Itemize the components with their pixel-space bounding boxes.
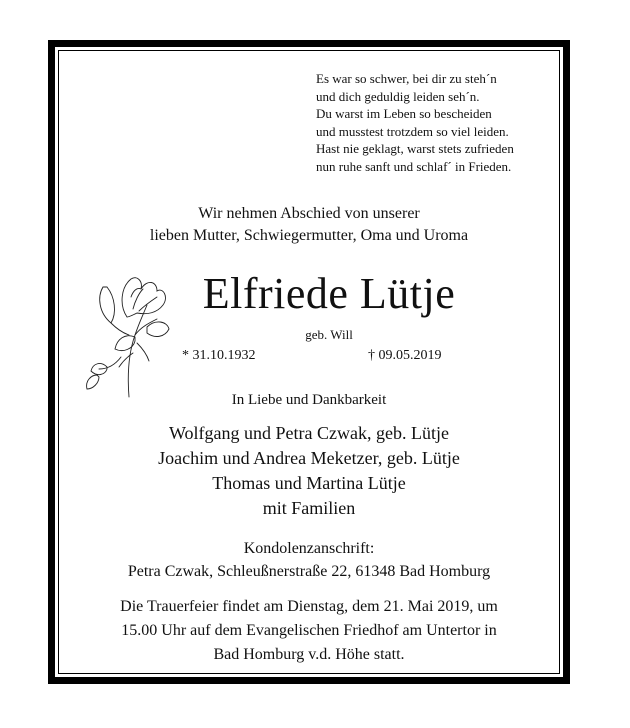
deceased-name: Elfriede Lütje	[202, 269, 456, 318]
mourners-list	[55, 421, 563, 521]
mourner-entry: Thomas und Martina Lütje	[212, 473, 406, 493]
condolence-address	[55, 537, 563, 583]
mourner-entry: Wolfgang und Petra Czwak, geb. Lütje	[169, 423, 449, 443]
condolence-heading: Kondolenzanschrift:	[243, 540, 375, 557]
birth-date: * 31.10.1932	[182, 348, 256, 363]
poem-line: nun ruhe sanft und schlaf´ in Frieden.	[316, 158, 512, 174]
gratitude-line: In Liebe und Dankbarkeit	[231, 392, 387, 408]
farewell-intro	[55, 203, 563, 247]
poem-line: und musstest trotzdem so viel leiden.	[316, 123, 509, 139]
poem-line: Hast nie geklagt, warst stets zufrieden	[316, 141, 514, 156]
mourner-entry: mit Familien	[262, 498, 356, 518]
mourner-entry: Joachim und Andrea Meketzer, geb. Lütje	[158, 448, 460, 468]
poem	[316, 70, 566, 175]
funeral-notice	[55, 595, 563, 667]
poem-line: und dich geduldig leiden seh´n.	[316, 88, 480, 104]
maiden-name: geb. Will	[305, 327, 353, 342]
intro-line-1: Wir nehmen Abschied von unserer	[198, 205, 420, 222]
funeral-line-3: Bad Homburg v.d. Höhe statt.	[213, 646, 405, 663]
poem-line: Es war so schwer, bei dir zu steh´n	[316, 71, 497, 86]
death-date: † 09.05.2019	[368, 348, 442, 363]
intro-line-2: lieben Mutter, Schwiegermutter, Oma und Uroma	[149, 227, 469, 244]
poem-line: Du warst im Leben so bescheiden	[316, 106, 492, 121]
funeral-line-1: Die Trauerfeier findet am Dienstag, dem 21. Mai 2019, um	[120, 598, 498, 615]
obituary-frame	[48, 40, 570, 684]
condolence-address-line: Petra Czwak, Schleußnerstraße 22, 61348 Bad Homburg	[127, 563, 491, 580]
funeral-line-2: 15.00 Uhr auf dem Evangelischen Friedhof am Untertor in	[121, 622, 497, 639]
